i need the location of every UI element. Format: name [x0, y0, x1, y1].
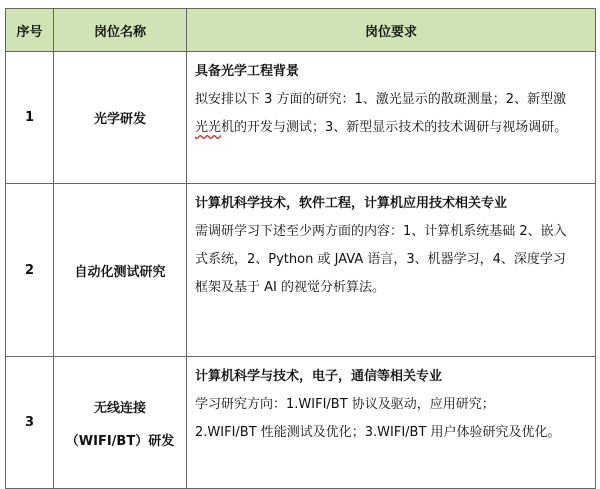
position-name: 光学研发 — [93, 112, 146, 127]
position-name-line2: （WIFI/BT）研发 — [65, 433, 175, 449]
requirement-title: 具备光学工程背景 — [195, 64, 300, 79]
row-no: 3 — [6, 357, 54, 489]
requirement-title: 计算机科学与技术，电子，通信等相关专业 — [195, 369, 443, 384]
row-requirements — [187, 184, 596, 357]
table-row — [6, 184, 596, 357]
table-row — [6, 357, 596, 489]
requirement-line: 学习研究方向：1.WIFI/BT 协议及驱动，应用研究； — [195, 397, 495, 412]
header-requirements: 岗位要求 — [187, 9, 596, 52]
table-row — [6, 52, 596, 184]
row-requirements — [187, 357, 596, 489]
requirement-line: 拟安排以下 3 方面的研究：1、激光显示的散斑测量；2、新型激 — [195, 92, 567, 107]
requirement-line: 式系统，2、Python 或 JAVA 语言，3、机器学习，4、深度学习 — [195, 252, 566, 267]
header-row — [6, 9, 596, 52]
requirement-title: 计算机科学技术，软件工程，计算机应用技术相关专业 — [195, 196, 508, 211]
position-name: 无线连接 — [93, 400, 146, 416]
requirement-line: 2.WIFI/BT 性能测试及优化；3.WIFI/BT 用户体验研究及优化。 — [195, 425, 561, 440]
requirement-line: 需调研学习下述至少两方面的内容：1、计算机系统基础 2、嵌入 — [195, 224, 567, 239]
header-no: 序号 — [6, 9, 54, 52]
positions-table — [5, 8, 596, 489]
requirement-line: 框架及基于 AI 的视觉分析算法。 — [195, 280, 385, 295]
position-name: 自动化测试研究 — [74, 264, 166, 280]
row-requirements — [187, 52, 596, 184]
row-no: 1 — [6, 52, 54, 184]
requirement-line — [195, 114, 589, 142]
requirement-line-rest: 机的开发与测试；3、新型显示技术的技术调研与视场调研。 — [221, 120, 568, 135]
row-position — [54, 357, 187, 489]
row-no: 2 — [6, 184, 54, 357]
header-position: 岗位名称 — [54, 9, 187, 52]
spellcheck-flagged-text: 光光 — [195, 120, 222, 135]
row-position — [54, 184, 187, 357]
row-position — [54, 52, 187, 184]
